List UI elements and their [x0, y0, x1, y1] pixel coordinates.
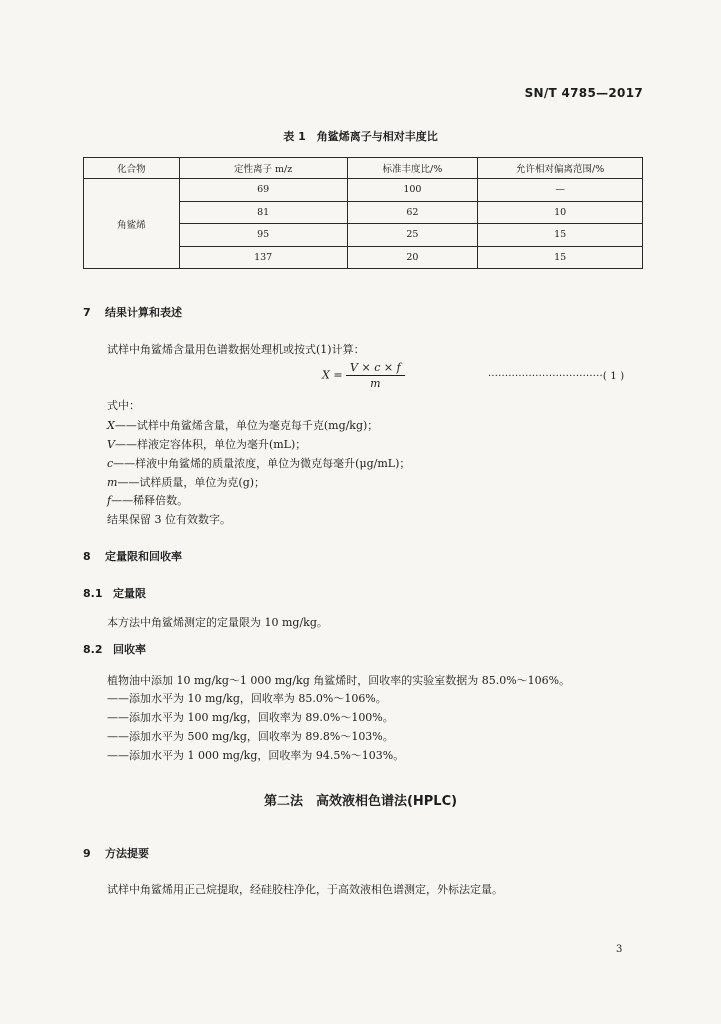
variable-description: ——试样中角鲨烯含量，单位为毫克每千克(mg/kg)； [114, 419, 379, 432]
quantification-limit-text: 本方法中角鲨烯测定的定量限为 10 mg/kg。 [107, 616, 328, 629]
variable-symbol: m [107, 476, 118, 489]
list-item: ——添加水平为 10 mg/kg，回收率为 85.0%～106%。 [107, 692, 387, 705]
variable-description: ——试样质量，单位为克(g)； [117, 476, 266, 489]
recovery-text: 植物油中添加 10 mg/kg～1 000 mg/kg 角鲨烯时，回收率的实验室数据为 85.0%～106%。 [107, 674, 571, 687]
header-ratio: 标准丰度比/% [347, 158, 478, 179]
section-number: 8.1 [83, 587, 103, 600]
ratio-cell: 25 [347, 224, 478, 247]
formula-denominator: m [370, 377, 381, 390]
formula-1 [322, 360, 405, 391]
ratio-cell: 100 [347, 179, 478, 202]
variable-definition [107, 492, 188, 508]
variable-symbol: V [107, 438, 115, 451]
section-7-heading [83, 304, 182, 320]
section-number: 8 [83, 550, 91, 563]
significant-figures-note: 结果保留 3 位有效数字。 [107, 513, 231, 526]
variable-definition [107, 474, 265, 490]
calc-intro: 试样中角鲨烯含量用色谱数据处理机或按式(1)计算： [107, 343, 365, 356]
variable-symbol: f [107, 494, 112, 507]
section-title: 定量限 [113, 587, 146, 600]
formula-lhs: X = [322, 368, 343, 382]
mz-cell: 137 [179, 246, 347, 269]
formula-leader [488, 371, 624, 382]
section-9-heading [83, 845, 149, 861]
tolerance-cell: 15 [478, 246, 643, 269]
table-caption: 表 1 角鲨烯离子与相对丰度比 [283, 130, 438, 143]
variable-symbol: c [107, 457, 114, 470]
header-mz: 定性离子 m/z [179, 158, 347, 179]
variable-description: ——样液中角鲨烯的质量浓度，单位为微克每毫升(μg/mL)； [113, 457, 411, 470]
ratio-cell: 62 [347, 201, 478, 224]
page-number: 3 [616, 944, 623, 955]
section-title: 定量限和回收率 [105, 550, 182, 563]
section-number: 8.2 [83, 643, 103, 656]
variable-definition [107, 417, 378, 433]
variable-description: ——样液定容体积，单位为毫升(mL)； [114, 438, 307, 451]
list-item: ——添加水平为 500 mg/kg，回收率为 89.8%～103%。 [107, 730, 394, 743]
mz-cell: 81 [179, 201, 347, 224]
method-summary-text: 试样中角鲨烯用正己烷提取，经硅胶柱净化，于高效液相色谱测定，外标法定量。 [107, 883, 503, 896]
section-8-heading [83, 548, 182, 564]
section-8-2-heading [83, 641, 146, 657]
list-item: ——添加水平为 100 mg/kg，回收率为 89.0%～100%。 [107, 711, 394, 724]
formula-fraction [346, 360, 405, 391]
tolerance-cell: — [478, 179, 643, 202]
variable-definition [107, 455, 410, 471]
section-title: 结果计算和表述 [105, 306, 182, 319]
mz-cell: 95 [179, 224, 347, 247]
header-compound: 化合物 [84, 158, 180, 179]
section-number: 7 [83, 306, 91, 319]
formula-numerator: V × c × f [346, 360, 405, 376]
compound-cell: 角鲨烯 [84, 179, 180, 269]
tolerance-cell: 15 [478, 224, 643, 247]
where-label: 式中： [107, 399, 140, 412]
header-tolerance: 允许相对偏离范围/% [478, 158, 643, 179]
variable-symbol: X [107, 419, 115, 432]
variable-description: ——稀释倍数。 [111, 494, 189, 507]
tolerance-cell: 10 [478, 201, 643, 224]
table-header-row [84, 158, 643, 179]
method-2-heading: 第二法 高效液相色谱法(HPLC) [263, 794, 458, 809]
table-row [84, 179, 643, 202]
section-number: 9 [83, 847, 91, 860]
section-8-1-heading [83, 585, 146, 601]
list-item: ——添加水平为 1 000 mg/kg，回收率为 94.5%～103%。 [107, 749, 405, 762]
ratio-cell: 20 [347, 246, 478, 269]
section-title: 方法提要 [105, 847, 149, 860]
variable-definition [107, 436, 306, 452]
section-title: 回收率 [113, 643, 146, 656]
formula-dots: ·································· [488, 371, 603, 382]
ion-ratio-table [83, 157, 643, 269]
standard-number: SN/T 4785—2017 [524, 86, 643, 100]
mz-cell: 69 [179, 179, 347, 202]
formula-number: ( 1 ) [602, 371, 625, 382]
